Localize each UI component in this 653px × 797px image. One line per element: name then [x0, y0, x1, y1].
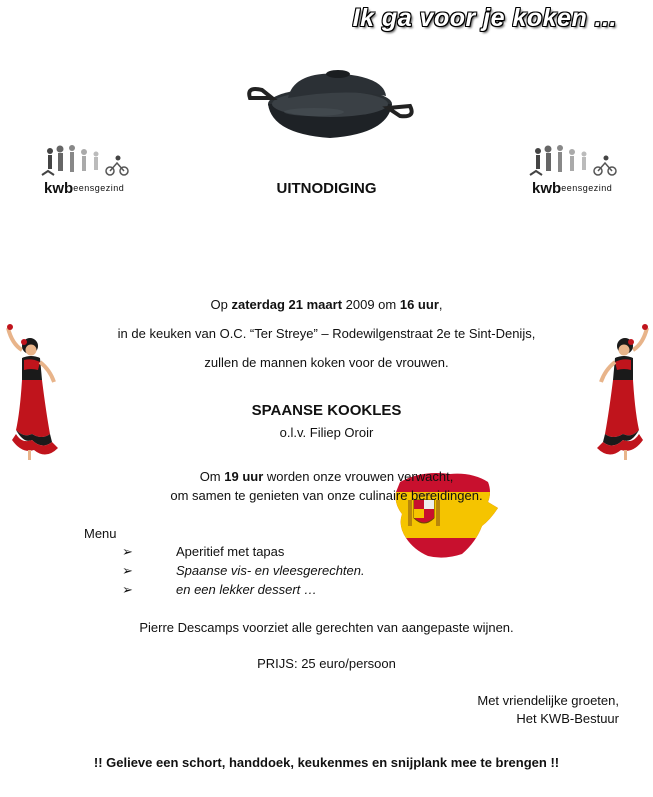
wines-line: Pierre Descamps voorziet alle gerechten van aangepaste wijnen. [139, 620, 514, 635]
lesson-leader: o.l.v. Filiep Oroir [279, 425, 374, 440]
footer-note: !! Gelieve een schort, handdoek, keukenmes en snijplank mee te brengen !! [93, 755, 560, 770]
date-suffix: , [438, 297, 443, 312]
paella-pan-image [244, 58, 416, 142]
arrival-prefix: Om [199, 469, 225, 484]
event-year: 2009 om [342, 297, 400, 312]
arrow-bullet-icon: ➢ [122, 544, 133, 559]
closing-greeting: Met vriendelijke groeten, [477, 693, 619, 708]
logo-brand-main: kwb [44, 180, 74, 197]
tagline: Ik ga voor je koken ... [352, 4, 617, 32]
arrival-time: 19 uur [224, 469, 264, 484]
invitation-date-line [0, 297, 653, 313]
closing-signature: Het KWB-Bestuur [516, 711, 619, 726]
menu-item-text: Aperitief met tapas [176, 544, 285, 559]
menu-item [122, 563, 365, 579]
menu-item [122, 582, 317, 598]
family-silhouette-icon [526, 145, 626, 179]
event-date: zaterdag 21 maart [231, 297, 343, 312]
arrival-suffix: worden onze vrouwen verwacht, [263, 469, 454, 484]
price-line: PRIJS: 25 euro/persoon [257, 656, 396, 671]
menu-label: Menu [84, 526, 117, 541]
arrow-bullet-icon: ➢ [122, 563, 133, 578]
lesson-title: SPAANSE KOOKLES [251, 402, 402, 419]
invitation-location-line: in de keuken van O.C. “Ter Streye” – Rodewilgenstraat 2e te Sint-Denijs, [117, 326, 536, 341]
invitation-description-line: zullen de mannen koken voor de vrouwen. [204, 355, 449, 370]
arrival-line [0, 469, 653, 485]
invitation-title: UITNODIGING [276, 180, 377, 197]
flamenco-dancer-left-image [2, 322, 60, 462]
flamenco-dancer-right-image [595, 322, 653, 462]
logo-brand-sub: eensgezind [73, 183, 125, 193]
date-prefix: Op [210, 297, 232, 312]
arrival-line-2: om samen te genieten van onze culinaire bereidingen. [170, 488, 483, 503]
menu-item [122, 544, 284, 560]
closing-block [477, 692, 619, 728]
logo-brand-sub: eensgezind [561, 183, 613, 193]
logo-brand-main: kwb [532, 180, 562, 197]
arrow-bullet-icon: ➢ [122, 582, 133, 597]
menu-item-text: Spaanse vis- en vleesgerechten. [176, 563, 365, 578]
family-silhouette-icon [38, 145, 138, 179]
event-time: 16 uur [399, 297, 439, 312]
menu-item-text: en een lekker dessert … [176, 582, 317, 597]
